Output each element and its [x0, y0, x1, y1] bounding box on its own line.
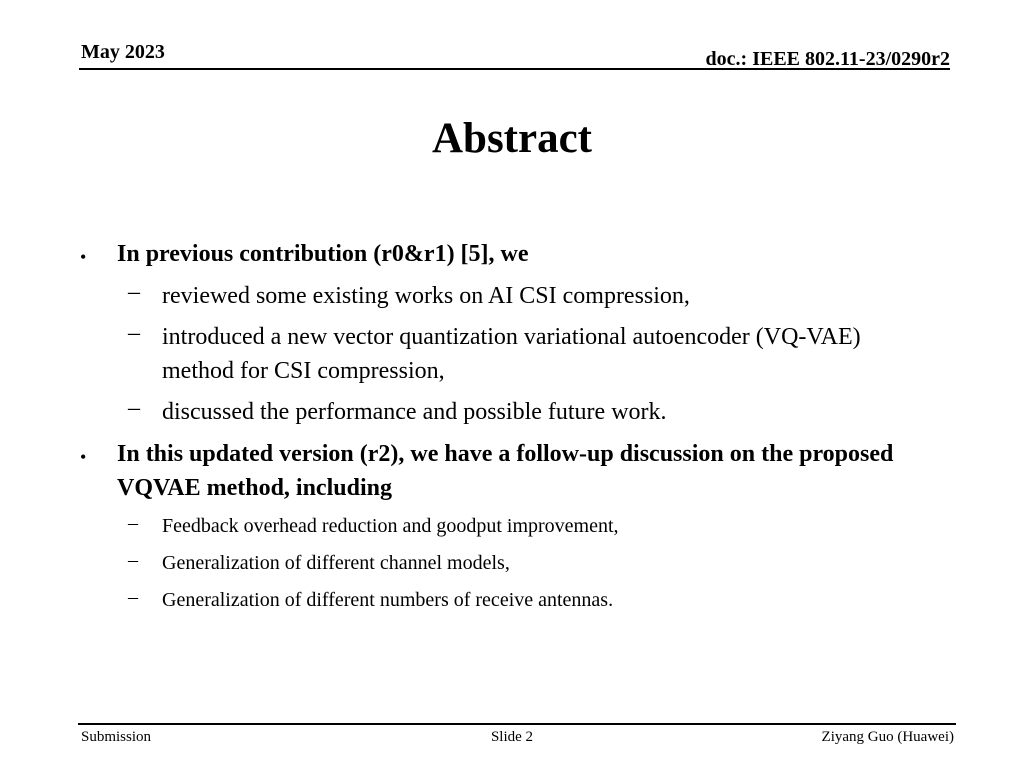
- sub-bullet-item: Generalization of different numbers of receive antennas.: [162, 589, 614, 611]
- header-date: May 2023: [81, 41, 165, 63]
- dash-icon: –: [128, 512, 138, 534]
- slide-title: Abstract: [431, 115, 592, 162]
- dash-icon: –: [128, 279, 140, 305]
- footer-author: Ziyang Guo (Huawei): [821, 729, 954, 745]
- sub-bullet-item: discussed the performance and possible future work.: [162, 399, 667, 425]
- sub-bullet-item: Feedback overhead reduction and goodput improvement,: [162, 515, 619, 537]
- bullet-icon: •: [80, 447, 87, 467]
- dash-icon: –: [128, 549, 138, 571]
- footer-slide-number: Slide 2: [490, 729, 534, 745]
- dash-icon: –: [128, 395, 140, 421]
- sub-bullet-item: Generalization of different channel models,: [162, 552, 510, 574]
- dash-icon: –: [128, 320, 140, 346]
- sub-bullet-item: reviewed some existing works on AI CSI compression,: [162, 283, 690, 309]
- bullet-item: In this updated version (r2), we have a follow-up discussion on the proposed VQVAE method, including: [117, 441, 894, 501]
- bullet-icon: •: [80, 247, 87, 267]
- bullet-item: In previous contribution (r0&r1) [5], we: [117, 241, 529, 267]
- header-doc-id: doc.: IEEE 802.11-23/0290r2: [705, 48, 950, 70]
- sub-bullet-item: introduced a new vector quantization variational autoencoder (VQ-VAE) method for CSI compression,: [162, 324, 861, 384]
- footer-divider: [78, 723, 956, 725]
- dash-icon: –: [128, 586, 138, 608]
- footer-submission: Submission: [81, 729, 152, 745]
